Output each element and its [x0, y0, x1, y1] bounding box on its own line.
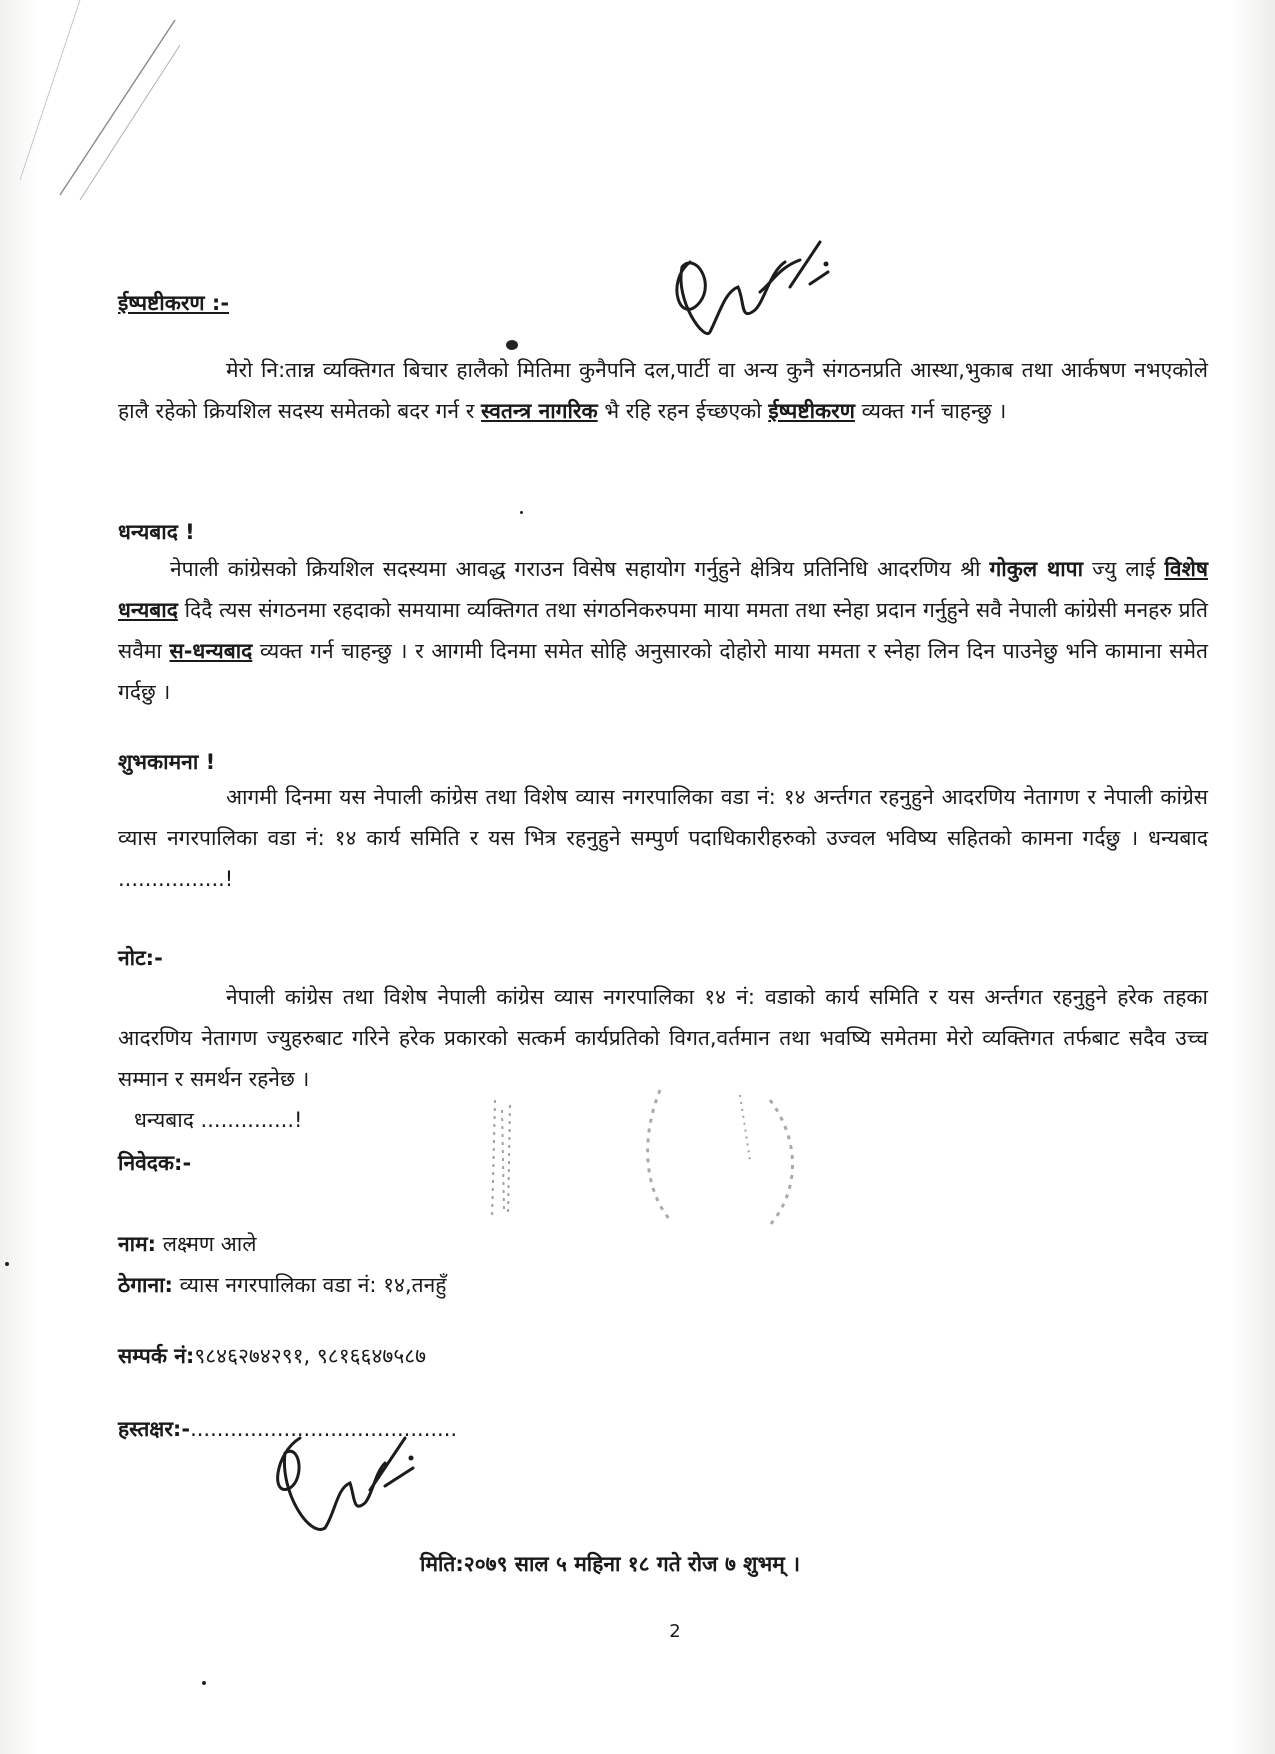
- applicant-contact-row: [118, 1336, 1208, 1377]
- applicant-name-label: नाम:: [118, 1232, 157, 1256]
- signature-bottom: [255, 1418, 425, 1548]
- applicant-contact-value: ९८४६२७४२९१, ९८१६६४७५८७: [194, 1344, 427, 1368]
- ink-spot: [5, 1262, 9, 1266]
- note-heading: नोट:-: [118, 946, 163, 970]
- thanks-paragraph: [118, 549, 1208, 713]
- ink-spot: [202, 1681, 206, 1685]
- wishes-section: [118, 742, 1208, 900]
- clarification-text: मेरो नि:तान्न व्यक्तिगत बिचार हालैको मितिमा कुनैपनि दल,पार्टी वा अन्य कुनै संगठनप्रति आस्था,भुकाब तथा आर्कषण नभएकोले हालै रहेको क्रियशिल सदस्य समेतको बदर गर्न र: [118, 358, 1208, 423]
- clarification-text: भै रहि रहन ईच्छएको: [597, 399, 769, 423]
- thanks-text: दिदै त्यस संगठनमा रहदाको समयामा व्यक्तिगत तथा संगठनिकरुपमा माया ममता तथा स्नेहा प्रदान गर्नुहुने सवै नेपाली कांग्रेसी मनहरु प्रति सवैमा: [118, 598, 1208, 663]
- clarification-text: व्यक्त गर्न चाहन्छु ।: [854, 399, 1007, 423]
- clarification-heading: ईष्पष्टीकरण :-: [118, 291, 230, 315]
- clarification-section: [118, 283, 1208, 432]
- date-line: मिति:२०७९ साल ५ महिना १८ गते रोज ७ शुभम् ।: [420, 1552, 801, 1576]
- applicant-signature-line: ........................................: [190, 1417, 458, 1441]
- applicant-section: [118, 1143, 1208, 1450]
- thanks-text: नेपाली कांग्रेसको क्रियशिल सदस्यमा आवद्ध गराउन विसेष सहायोग गर्नुहुने क्षेत्रिय प्रतिनिधि आदरणिय श्री: [170, 557, 990, 581]
- thanks-person-name: गोकुल थापा: [989, 557, 1084, 581]
- applicant-address-label: ठेगाना:: [118, 1273, 173, 1297]
- applicant-contact-label: सम्पर्क नं:: [118, 1344, 195, 1368]
- clarification-paragraph: [118, 350, 1208, 432]
- thanks-section: [118, 512, 1208, 713]
- thanks-text: ज्यु लाई: [1083, 557, 1165, 581]
- wishes-paragraph: आगमी दिनमा यस नेपाली कांग्रेस तथा विशेष व्यास नगरपालिका वडा नं: १४ अर्न्तगत रहनुहुने आदरणिय नेतागण र नेपाली कांग्रेस व्यास नगरपालिका वडा नं: १४ कार्य समिति र यस भित्र रहनुहुने सम्पुर्ण पदाधिकारीहरुको उज्वल भविष्य सहितको कामना गर्दछु । धन्यबाद ................!: [118, 785, 1208, 891]
- paper-fold-crease: [20, 0, 180, 260]
- thanks-emphasis-special-thanks: विशेष धन्यबाद: [118, 557, 1208, 622]
- thanks-heading: धन्यबाद !: [118, 520, 195, 544]
- applicant-name-row: [118, 1224, 1208, 1265]
- note-closing: धन्यबाद ..............!: [134, 1108, 303, 1132]
- thanks-emphasis-sadhanyabad: स-धन्यबाद: [169, 639, 253, 663]
- applicant-heading: निवेदक:-: [118, 1151, 192, 1175]
- applicant-address-value: व्यास नगरपालिका वडा नं: १४,तनहुँ: [172, 1273, 447, 1297]
- wishes-heading: शुभकामना !: [118, 750, 216, 774]
- clarification-emphasis-free-citizen: स्वतन्त्र नागरिक: [481, 399, 598, 423]
- applicant-address-row: [118, 1265, 1208, 1306]
- note-paragraph: नेपाली कांग्रेस तथा विशेष नेपाली कांग्रेस व्यास नगरपालिका १४ नं: वडाको कार्य समिति र यस अर्न्तगत रहनुहुने हरेक तहका आदरणिय नेतागण ज्युहरुबाट गरिने हरेक प्रकारको सत्कर्म कार्यप्रतिको विगत,वर्तमान तथा भवष्यि समेतमा मेरो व्यक्तिगत तर्फबाट सदैव उच्च सम्मान र समर्थन रहनेछ ।: [118, 985, 1208, 1091]
- page-number: 2: [669, 1621, 681, 1642]
- thanks-text: व्यक्त गर्न चाहन्छु । र आगमी दिनमा समेत सोहि अनुसारको दोहोरो माया ममता र स्नेहा लिन दिन पाउनेछु भनि कामाना समेत गर्दछु ।: [118, 639, 1208, 704]
- applicant-name-value: लक्ष्मण आले: [156, 1232, 257, 1256]
- applicant-signature-label: हस्तक्षर:-: [118, 1417, 191, 1441]
- clarification-emphasis-word: ईष्पष्टीकरण: [768, 399, 855, 423]
